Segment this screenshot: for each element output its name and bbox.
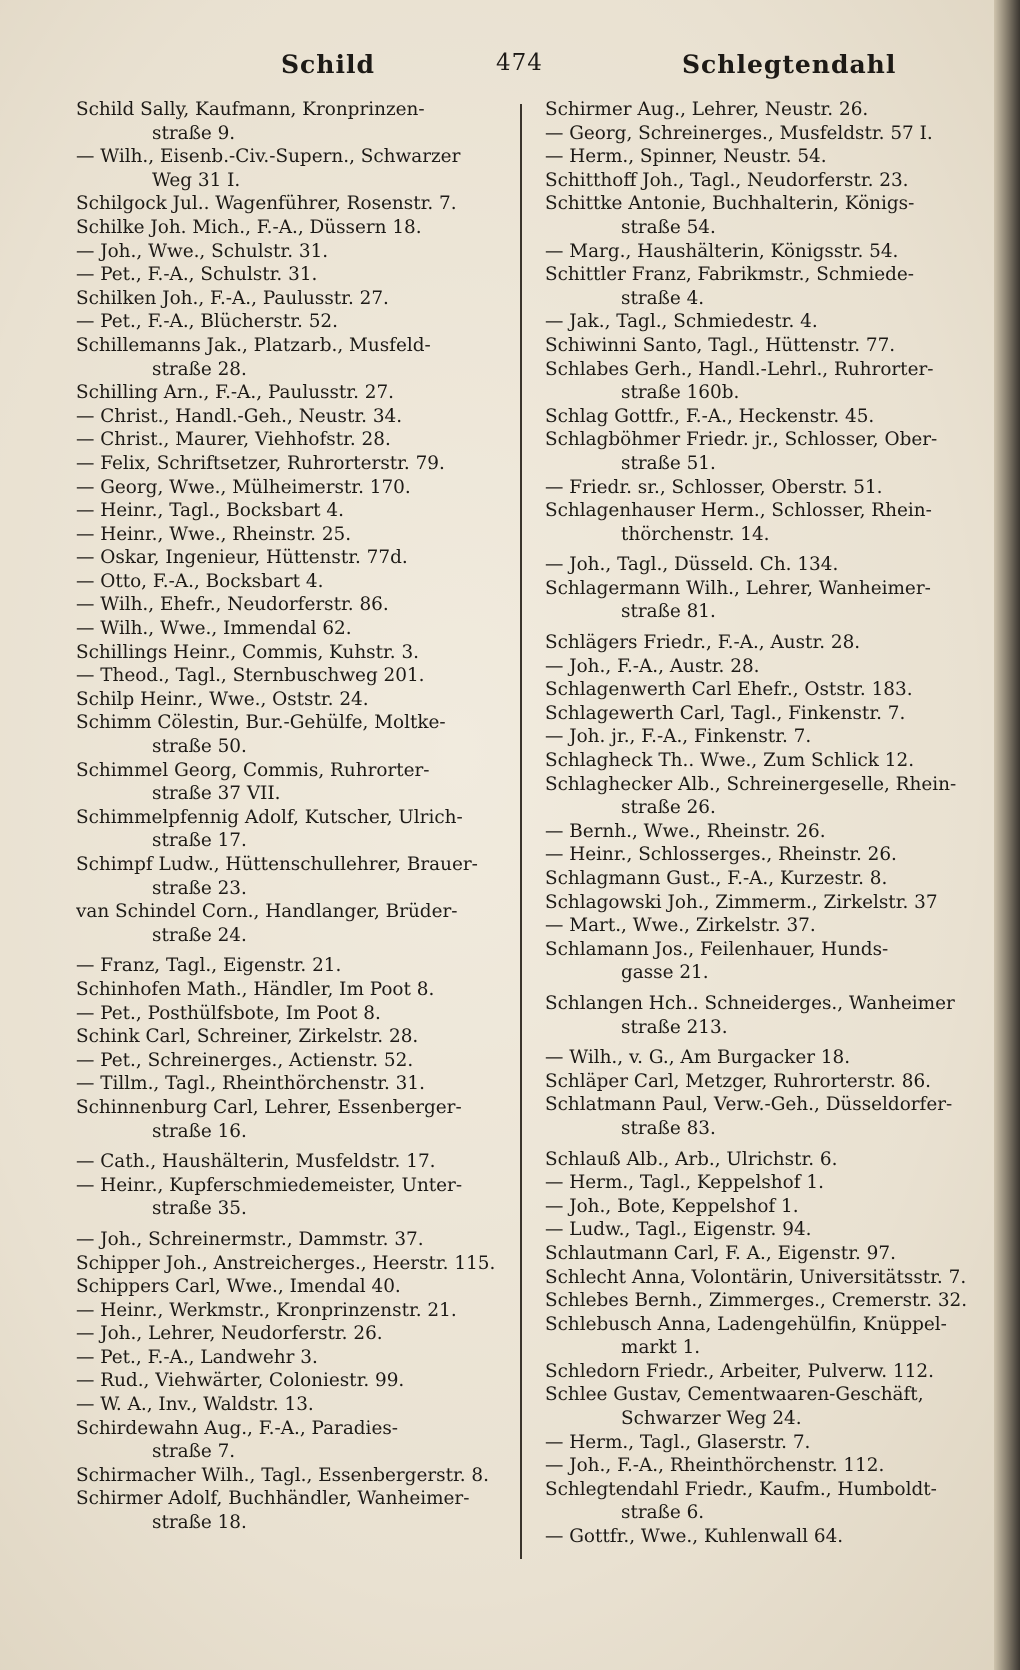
left-column (76, 98, 510, 1535)
directory-entry-line: Schlegtendahl Friedr., Kaufm., Humboldt- (545, 1478, 937, 1500)
directory-entry-line: Schilgock Jul.. Wagenführer, Rosenstr. 7. (76, 193, 457, 215)
header-last-entry: Schlegtendahl (682, 50, 897, 79)
directory-entry-line: — Ludw., Tagl., Eigenstr. 94. (545, 1219, 812, 1241)
directory-entry-line: straße 23. (152, 877, 247, 899)
directory-entry-line: thörchenstr. 14. (621, 523, 770, 545)
directory-entry-line: — Friedr. sr., Schlosser, Oberstr. 51. (545, 476, 883, 498)
directory-entry-line: Schlag Gottfr., F.-A., Heckenstr. 45. (545, 405, 875, 427)
entry-gap (545, 985, 973, 992)
directory-entry-line: Schinhofen Math., Händler, Im Poot 8. (76, 978, 435, 1000)
directory-entry-line: Schirmer Adolf, Buchhändler, Wanheimer- (76, 1488, 470, 1510)
directory-entry-line: — Pet., F.-A., Schulstr. 31. (76, 264, 318, 286)
directory-entry-line: Schirmer Aug., Lehrer, Neustr. 26. (545, 99, 869, 120)
directory-entry-line: straße 16. (152, 1120, 247, 1142)
directory-entry-line: straße 54. (621, 216, 716, 238)
directory-entry-line: Schilken Joh., F.-A., Paulusstr. 27. (76, 287, 389, 309)
entry-gap (76, 1143, 510, 1150)
directory-entry-line: — Wilh., v. G., Am Burgacker 18. (545, 1047, 851, 1069)
directory-entry-line: — Pet., F.-A., Landwehr 3. (76, 1346, 318, 1368)
directory-entry-line: straße 28. (152, 358, 247, 380)
directory-entry-line: Schild Sally, Kaufmann, Kronprinzen- (76, 99, 425, 120)
directory-entry-line: — Gottfr., Wwe., Kuhlenwall 64. (545, 1526, 844, 1548)
directory-entry-line: — Herm., Tagl., Keppelshof 1. (545, 1172, 824, 1194)
directory-entry-line: Schlagmann Gust., F.-A., Kurzestr. 8. (545, 868, 888, 889)
entry-gap (76, 1221, 510, 1228)
directory-entry-line: straße 24. (152, 924, 247, 946)
directory-entry-line: Schilling Arn., F.-A., Paulusstr. 27. (76, 382, 395, 404)
entry-gap (76, 947, 510, 954)
directory-entry-line: Schlangen Hch.. Schneiderges., Wanheimer (545, 992, 955, 1014)
directory-entry-line: — Joh., Tagl., Düsseld. Ch. 134. (545, 554, 839, 576)
directory-entry-line: straße 4. (621, 287, 705, 309)
directory-entry-line: — Jak., Tagl., Schmiedestr. 4. (545, 311, 818, 333)
directory-entry-line: — Wilh., Wwe., Immendal 62. (76, 618, 352, 640)
directory-entry-line: — Wilh., Eisenb.-Civ.-Supern., Schwarzer (76, 146, 461, 168)
directory-entry-line: Schitthoff Joh., Tagl., Neudorferstr. 23. (545, 169, 909, 191)
directory-entry-line: Schlagowski Joh., Zimmerm., Zirkelstr. 37 (545, 891, 938, 913)
directory-entry-line: — Georg, Wwe., Mülheimerstr. 170. (76, 476, 411, 498)
directory-entry-line: straße 35. (152, 1198, 247, 1220)
directory-entry-line: — Heinr., Kupferschmiedemeister, Unter- (76, 1174, 463, 1196)
directory-entry-line: Weg 31 I. (152, 169, 241, 191)
directory-entry-line: straße 26. (621, 797, 716, 819)
directory-entry-line: — Christ., Handl.-Geh., Neustr. 34. (76, 405, 403, 427)
directory-entry-line: Schillings Heinr., Commis, Kuhstr. 3. (76, 641, 420, 663)
directory-entry-line: Schiwinni Santo, Tagl., Hüttenstr. 77. (545, 334, 896, 356)
directory-entry-line: Schimpf Ludw., Hüttenschullehrer, Brauer- (76, 854, 478, 875)
directory-entry-line: Schlatmann Paul, Verw.-Geh., Düsseldorfer- (545, 1094, 953, 1116)
directory-entry-line: Schimmel Georg, Commis, Ruhrorter- (76, 759, 430, 781)
directory-entry-line: markt 1. (621, 1337, 701, 1359)
directory-entry-line: — Otto, F.-A., Bocksbart 4. (76, 570, 324, 592)
directory-entry-line: straße 18. (152, 1512, 247, 1534)
header-first-entry: Schild (281, 50, 375, 79)
directory-entry-line: Schlagermann Wilh., Lehrer, Wanheimer- (545, 577, 931, 599)
directory-entry-line: — Marg., Haushälterin, Königsstr. 54. (545, 240, 899, 262)
directory-entry-line: Schlebes Bernh., Zimmerges., Cremerstr. 32. (545, 1290, 968, 1312)
directory-entry-line: Schlaghecker Alb., Schreinergeselle, Rhein- (545, 773, 957, 795)
directory-entry-line: Schlagheck Th.. Wwe., Zum Schlick 12. (545, 750, 915, 772)
directory-entry-line: — Heinr., Werkmstr., Kronprinzenstr. 21. (76, 1299, 457, 1321)
directory-entry-line: Schittke Antonie, Buchhalterin, Königs- (545, 193, 915, 215)
directory-entry-line: Schlamann Jos., Feilenhauer, Hunds- (545, 938, 889, 960)
entry-gap (545, 624, 973, 631)
directory-entry-line: Schlagböhmer Friedr. jr., Schlosser, Ober- (545, 429, 938, 451)
directory-entry-line: — Heinr., Schlosserges., Rheinstr. 26. (545, 844, 897, 866)
directory-entry-line: gasse 21. (621, 962, 709, 984)
directory-entry-line: Schlee Gustav, Cementwaaren-Geschäft, (545, 1384, 924, 1406)
directory-entry-line: Schlecht Anna, Volontärin, Universitätsstr. 7. (545, 1266, 967, 1288)
directory-entry-line: Schlägers Friedr., F.-A., Austr. 28. (545, 632, 861, 654)
directory-entry-line: — Joh., Wwe., Schulstr. 31. (76, 240, 329, 262)
directory-entry-line: — Rud., Viehwärter, Coloniestr. 99. (76, 1370, 405, 1392)
directory-entry-line: Schlebusch Anna, Ladengehülfin, Knüppel- (545, 1313, 947, 1335)
directory-entry-line: van Schindel Corn., Handlanger, Brüder- (76, 901, 458, 923)
directory-entry-line: straße 7. (152, 1441, 236, 1463)
directory-entry-line: Schipper Joh., Anstreicherges., Heerstr. 115. (76, 1252, 496, 1274)
directory-entry-line: straße 50. (152, 736, 247, 758)
directory-entry-line: Schimm Cölestin, Bur.-Gehülfe, Moltke- (76, 712, 446, 734)
directory-entry-line: — Tillm., Tagl., Rheinthörchenstr. 31. (76, 1073, 425, 1095)
directory-entry-line: Schlagewerth Carl, Tagl., Finkenstr. 7. (545, 702, 906, 724)
directory-entry-line: Schilp Heinr., Wwe., Oststr. 24. (76, 688, 369, 710)
directory-entry-line: Schledorn Friedr., Arbeiter, Pulverw. 112. (545, 1360, 934, 1382)
directory-entry-line: — Heinr., Tagl., Bocksbart 4. (76, 500, 344, 522)
directory-entry-line: — Theod., Tagl., Sternbuschweg 201. (76, 665, 425, 687)
directory-entry-line: — Pet., Schreinerges., Actienstr. 52. (76, 1049, 414, 1071)
directory-entry-line: — Joh., F.-A., Rheinthörchenstr. 112. (545, 1455, 885, 1477)
directory-entry-line: Schwarzer Weg 24. (621, 1408, 802, 1430)
directory-entry-line: — Herm., Tagl., Glaserstr. 7. (545, 1431, 811, 1453)
directory-entry-line: — Franz, Tagl., Eigenstr. 21. (76, 955, 342, 977)
directory-entry-line: — Herm., Spinner, Neustr. 54. (545, 146, 827, 168)
book-spine-shadow (994, 0, 1020, 1670)
directory-entry-line: — Georg, Schreinerges., Musfeldstr. 57 I. (545, 122, 933, 144)
directory-entry-line: Schilke Joh. Mich., F.-A., Düssern 18. (76, 216, 422, 238)
directory-entry-line: straße 51. (621, 452, 716, 474)
directory-entry-line: — Heinr., Wwe., Rheinstr. 25. (76, 523, 352, 545)
directory-entry-line: straße 6. (621, 1502, 705, 1524)
directory-entry-line: straße 37 VII. (152, 783, 281, 805)
directory-entry-line: — Felix, Schriftsetzer, Ruhrorterstr. 79. (76, 452, 445, 474)
entry-gap (545, 1039, 973, 1046)
directory-entry-line: straße 213. (621, 1016, 728, 1038)
directory-entry-line: straße 9. (152, 122, 236, 144)
directory-entry-line: — Bernh., Wwe., Rheinstr. 26. (545, 820, 826, 842)
directory-entry-line: Schink Carl, Schreiner, Zirkelstr. 28. (76, 1026, 419, 1048)
directory-entry-line: Schittler Franz, Fabrikmstr., Schmiede- (545, 264, 915, 286)
directory-entry-line: Schläper Carl, Metzger, Ruhrorterstr. 86. (545, 1070, 931, 1092)
directory-entry-line: — Pet., F.-A., Blücherstr. 52. (76, 311, 338, 333)
directory-entry-line: — W. A., Inv., Waldstr. 13. (76, 1394, 314, 1416)
directory-entry-line: straße 83. (621, 1117, 716, 1139)
directory-entry-line: — Cath., Haushälterin, Musfeldstr. 17. (76, 1151, 436, 1173)
directory-entry-line: Schlagenhauser Herm., Schlosser, Rhein- (545, 500, 932, 522)
directory-entry-line: — Joh. jr., F.-A., Finkenstr. 7. (545, 726, 812, 748)
page-header (76, 50, 897, 90)
directory-entry-line: Schillemanns Jak., Platzarb., Musfeld- (76, 334, 431, 356)
directory-entry-line: — Christ., Maurer, Viehhofstr. 28. (76, 429, 391, 451)
directory-entry-line: — Pet., Posthülfsbote, Im Poot 8. (76, 1002, 381, 1024)
right-column (545, 98, 973, 1549)
directory-entry-line: — Mart., Wwe., Zirkelstr. 37. (545, 915, 816, 937)
directory-entry-line: — Joh., Lehrer, Neudorferstr. 26. (76, 1323, 383, 1345)
directory-entry-line: straße 81. (621, 601, 716, 623)
directory-entry-line: Schlabes Gerh., Handl.-Lehrl., Ruhrorter- (545, 358, 934, 380)
directory-entry-line: — Joh., Bote, Keppelshof 1. (545, 1195, 799, 1217)
directory-entry-line: Schlautmann Carl, F. A., Eigenstr. 97. (545, 1242, 896, 1264)
entry-gap (545, 1141, 973, 1148)
directory-entry-line: — Joh., Schreinermstr., Dammstr. 37. (76, 1228, 424, 1250)
column-divider (520, 104, 522, 1559)
directory-entry-line: — Wilh., Ehefr., Neudorferstr. 86. (76, 594, 389, 616)
directory-entry-line: straße 160b. (621, 382, 740, 404)
page-number: 474 (496, 50, 543, 76)
directory-entry-line: straße 17. (152, 830, 247, 852)
directory-entry-line: Schirdewahn Aug., F.-A., Paradies- (76, 1417, 398, 1439)
directory-entry-line: Schimmelpfennig Adolf, Kutscher, Ulrich- (76, 806, 463, 828)
entry-gap (545, 546, 973, 553)
directory-entry-line: Schlauß Alb., Arb., Ulrichstr. 6. (545, 1148, 838, 1170)
directory-entry-line: Schippers Carl, Wwe., Imendal 40. (76, 1276, 401, 1298)
directory-entry-line: — Oskar, Ingenieur, Hüttenstr. 77d. (76, 547, 408, 569)
directory-entry-line: Schirmacher Wilh., Tagl., Essenbergerstr. 8. (76, 1464, 489, 1486)
directory-entry-line: — Joh., F.-A., Austr. 28. (545, 655, 760, 677)
directory-entry-line: Schinnenburg Carl, Lehrer, Essenberger- (76, 1096, 462, 1118)
directory-entry-line: Schlagenwerth Carl Ehefr., Oststr. 183. (545, 679, 913, 701)
